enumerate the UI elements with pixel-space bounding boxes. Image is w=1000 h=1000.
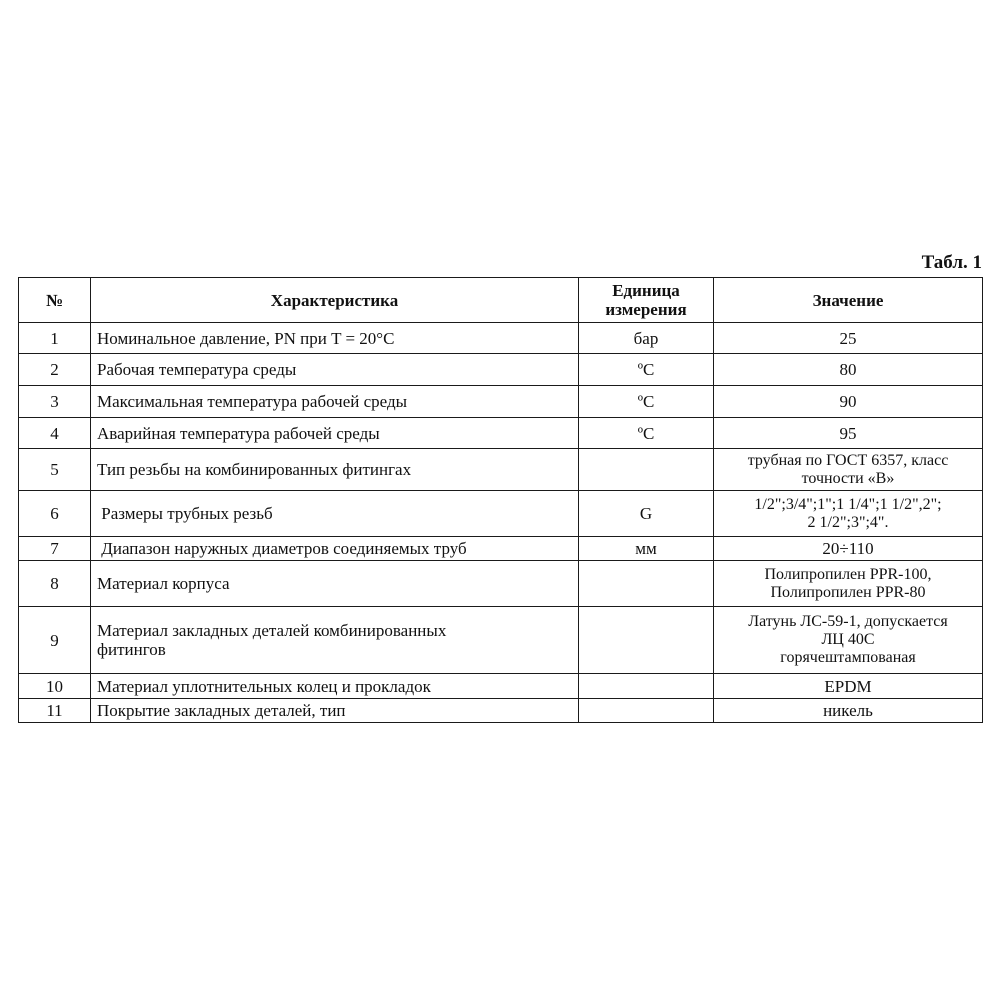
row-characteristic: Аварийная температура рабочей среды [91,418,579,449]
row-value: Полипропилен PPR-100, Полипропилен PPR-80 [714,561,983,607]
row-number: 10 [19,674,91,699]
row-unit: ºC [579,386,714,418]
row-number: 4 [19,418,91,449]
table-row [19,386,983,418]
row-unit: ºC [579,418,714,449]
row-characteristic: Диапазон наружных диаметров соединяемых труб [91,537,579,561]
row-value: 1/2";3/4";1";1 1/4";1 1/2",2"; 2 1/2";3";4". [714,491,983,537]
table-row [19,418,983,449]
row-characteristic: Размеры трубных резьб [91,491,579,537]
header-num: № [19,278,91,323]
header-value: Значение [714,278,983,323]
table-row [19,699,983,723]
row-characteristic: Материал корпуса [91,561,579,607]
spec-table [18,277,983,723]
row-unit: G [579,491,714,537]
header-unit: Единица измерения [579,278,714,323]
row-characteristic: Материал уплотнительных колец и прокладок [91,674,579,699]
row-value: 90 [714,386,983,418]
row-number: 5 [19,449,91,491]
row-unit [579,607,714,674]
row-unit [579,449,714,491]
row-unit: мм [579,537,714,561]
row-value: трубная по ГОСТ 6357, класс точности «В» [714,449,983,491]
table-row [19,537,983,561]
row-characteristic: Материал закладных деталей комбинированных фитингов [91,607,579,674]
row-characteristic: Максимальная температура рабочей среды [91,386,579,418]
row-number: 8 [19,561,91,607]
row-value: Латунь ЛС-59-1, допускается ЛЦ 40С горячештампованая [714,607,983,674]
row-characteristic: Тип резьбы на комбинированных фитингах [91,449,579,491]
row-number: 7 [19,537,91,561]
table-row [19,354,983,386]
row-value: 20÷110 [714,537,983,561]
header-characteristic: Характеристика [91,278,579,323]
row-unit: бар [579,323,714,354]
header-row [19,278,983,323]
row-number: 9 [19,607,91,674]
row-unit: ºC [579,354,714,386]
row-value: 80 [714,354,983,386]
row-value: 25 [714,323,983,354]
row-characteristic: Номинальное давление, PN при T = 20°C [91,323,579,354]
row-number: 1 [19,323,91,354]
row-characteristic: Покрытие закладных деталей, тип [91,699,579,723]
row-unit [579,561,714,607]
row-number: 6 [19,491,91,537]
row-value: никель [714,699,983,723]
row-number: 3 [19,386,91,418]
row-number: 2 [19,354,91,386]
table-row [19,491,983,537]
row-value: 95 [714,418,983,449]
row-characteristic: Рабочая температура среды [91,354,579,386]
table-caption: Табл. 1 [921,252,982,273]
row-unit [579,699,714,723]
table-row [19,323,983,354]
table-row [19,449,983,491]
row-number: 11 [19,699,91,723]
table-row [19,674,983,699]
row-value: EPDM [714,674,983,699]
table-row [19,607,983,674]
row-unit [579,674,714,699]
table-row [19,561,983,607]
